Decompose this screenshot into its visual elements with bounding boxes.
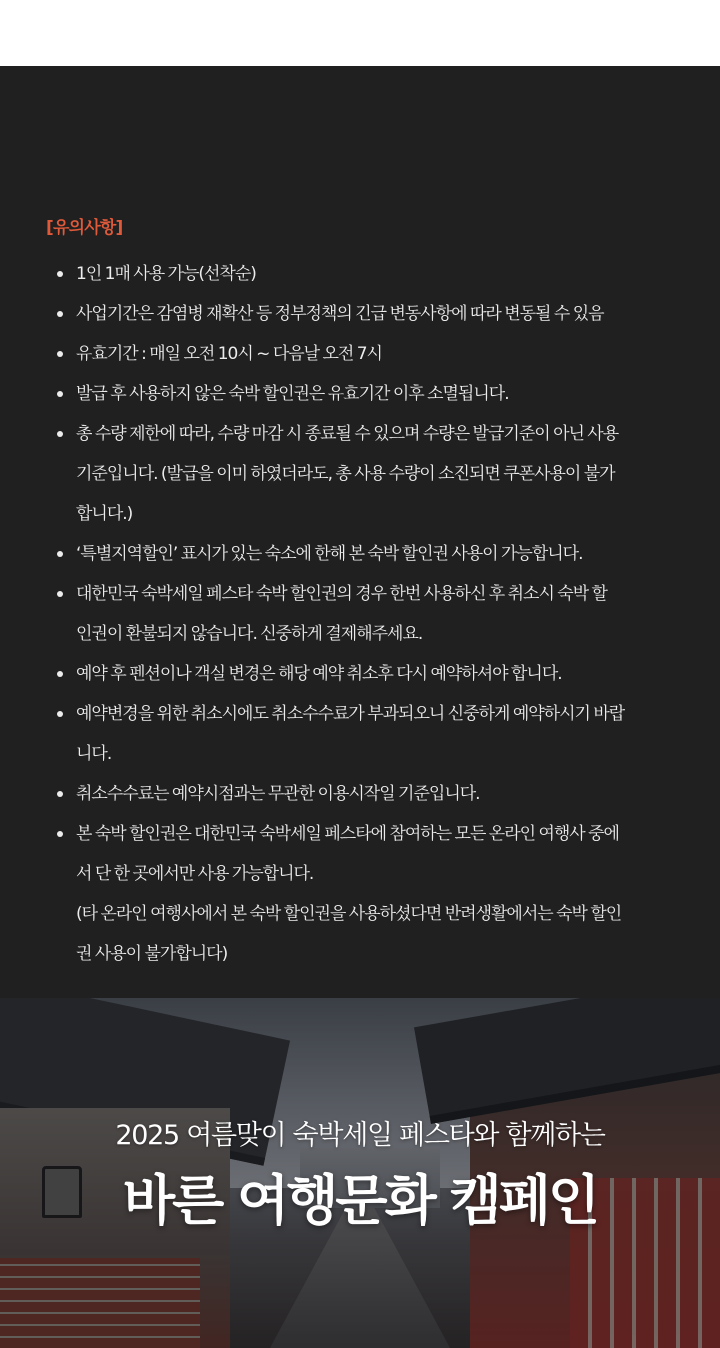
- bullet-icon: [57, 711, 63, 717]
- notice-item: [46, 654, 674, 694]
- bullet-icon: [57, 671, 63, 677]
- bullet-icon: [57, 351, 63, 357]
- notice-item-text: 예약 후 펜션이나 객실 변경은 해당 예약 취소후 다시 예약하셔야 합니다.: [76, 664, 562, 684]
- bullet-icon: [57, 791, 63, 797]
- bullet-icon: [57, 391, 63, 397]
- notice-item-text: 예약변경을 위한 취소시에도 취소수수료가 부과되오니 신중하게 예약하시기 바랍: [76, 704, 625, 724]
- notice-item: [46, 414, 674, 534]
- notice-title: [유의사항]: [46, 218, 123, 238]
- notice-list: [46, 254, 674, 974]
- notice-item-text: 총 수량 제한에 따라, 수량 마감 시 종료될 수 있으며 수량은 발급기준이 아닌 사용: [76, 424, 619, 444]
- bullet-icon: [57, 591, 63, 597]
- banner-subtitle: 2025 여름맞이 숙박세일 페스타와 함께하는: [115, 1120, 605, 1151]
- bullet-icon: [57, 831, 63, 837]
- campaign-banner: [0, 998, 720, 1348]
- bullet-icon: [57, 271, 63, 277]
- notice-item-text: (타 온라인 여행사에서 본 숙박 할인권을 사용하셨다면 반려생활에서는 숙박 할인: [76, 904, 622, 924]
- notice-item-text: 대한민국 숙박세일 페스타 숙박 할인권의 경우 한번 사용하신 후 취소시 숙박 할: [76, 584, 607, 604]
- notice-item-text: 기준입니다. (발급을 이미 하였더라도, 총 사용 수량이 소진되면 쿠폰사용이 불가: [76, 464, 615, 484]
- banner-title: 바른 여행문화 캠페인: [122, 1169, 598, 1232]
- notice-section: [0, 66, 720, 998]
- notice-item-text: 인권이 환불되지 않습니다. 신중하게 결제해주세요.: [76, 624, 423, 644]
- notice-item-text: 취소수수료는 예약시점과는 무관한 이용시작일 기준입니다.: [76, 784, 480, 804]
- notice-item: [46, 774, 674, 814]
- notice-item-text: 1인 1매 사용 가능(선착순): [76, 264, 256, 284]
- notice-item: [46, 254, 674, 294]
- notice-item: [46, 334, 674, 374]
- notice-item-text: 서 단 한 곳에서만 사용 가능합니다.: [76, 864, 314, 884]
- notice-item-text: 발급 후 사용하지 않은 숙박 할인권은 유효기간 이후 소멸됩니다.: [76, 384, 509, 404]
- top-blank-area: [0, 0, 720, 66]
- notice-item: [46, 374, 674, 414]
- notice-item: [46, 534, 674, 574]
- notice-item: [46, 574, 674, 654]
- notice-item-text: 본 숙박 할인권은 대한민국 숙박세일 페스타에 참여하는 모든 온라인 여행사 중에: [76, 824, 619, 844]
- bullet-icon: [57, 551, 63, 557]
- notice-item: [46, 294, 674, 334]
- notice-item: [46, 814, 674, 974]
- bullet-icon: [57, 431, 63, 437]
- notice-item-text: 니다.: [76, 744, 112, 764]
- notice-item-text: ‘특별지역할인’ 표시가 있는 숙소에 한해 본 숙박 할인권 사용이 가능합니다.: [76, 544, 583, 564]
- notice-item: [46, 694, 674, 774]
- notice-item-text: 합니다.): [76, 504, 133, 524]
- notice-item-text: 권 사용이 불가합니다): [76, 944, 228, 964]
- bullet-icon: [57, 311, 63, 317]
- notice-item-text: 사업기간은 감염병 재확산 등 정부정책의 긴급 변동사항에 따라 변동될 수 있음: [76, 304, 604, 324]
- notice-item-text: 유효기간 : 매일 오전 10시 ~ 다음날 오전 7시: [76, 344, 382, 364]
